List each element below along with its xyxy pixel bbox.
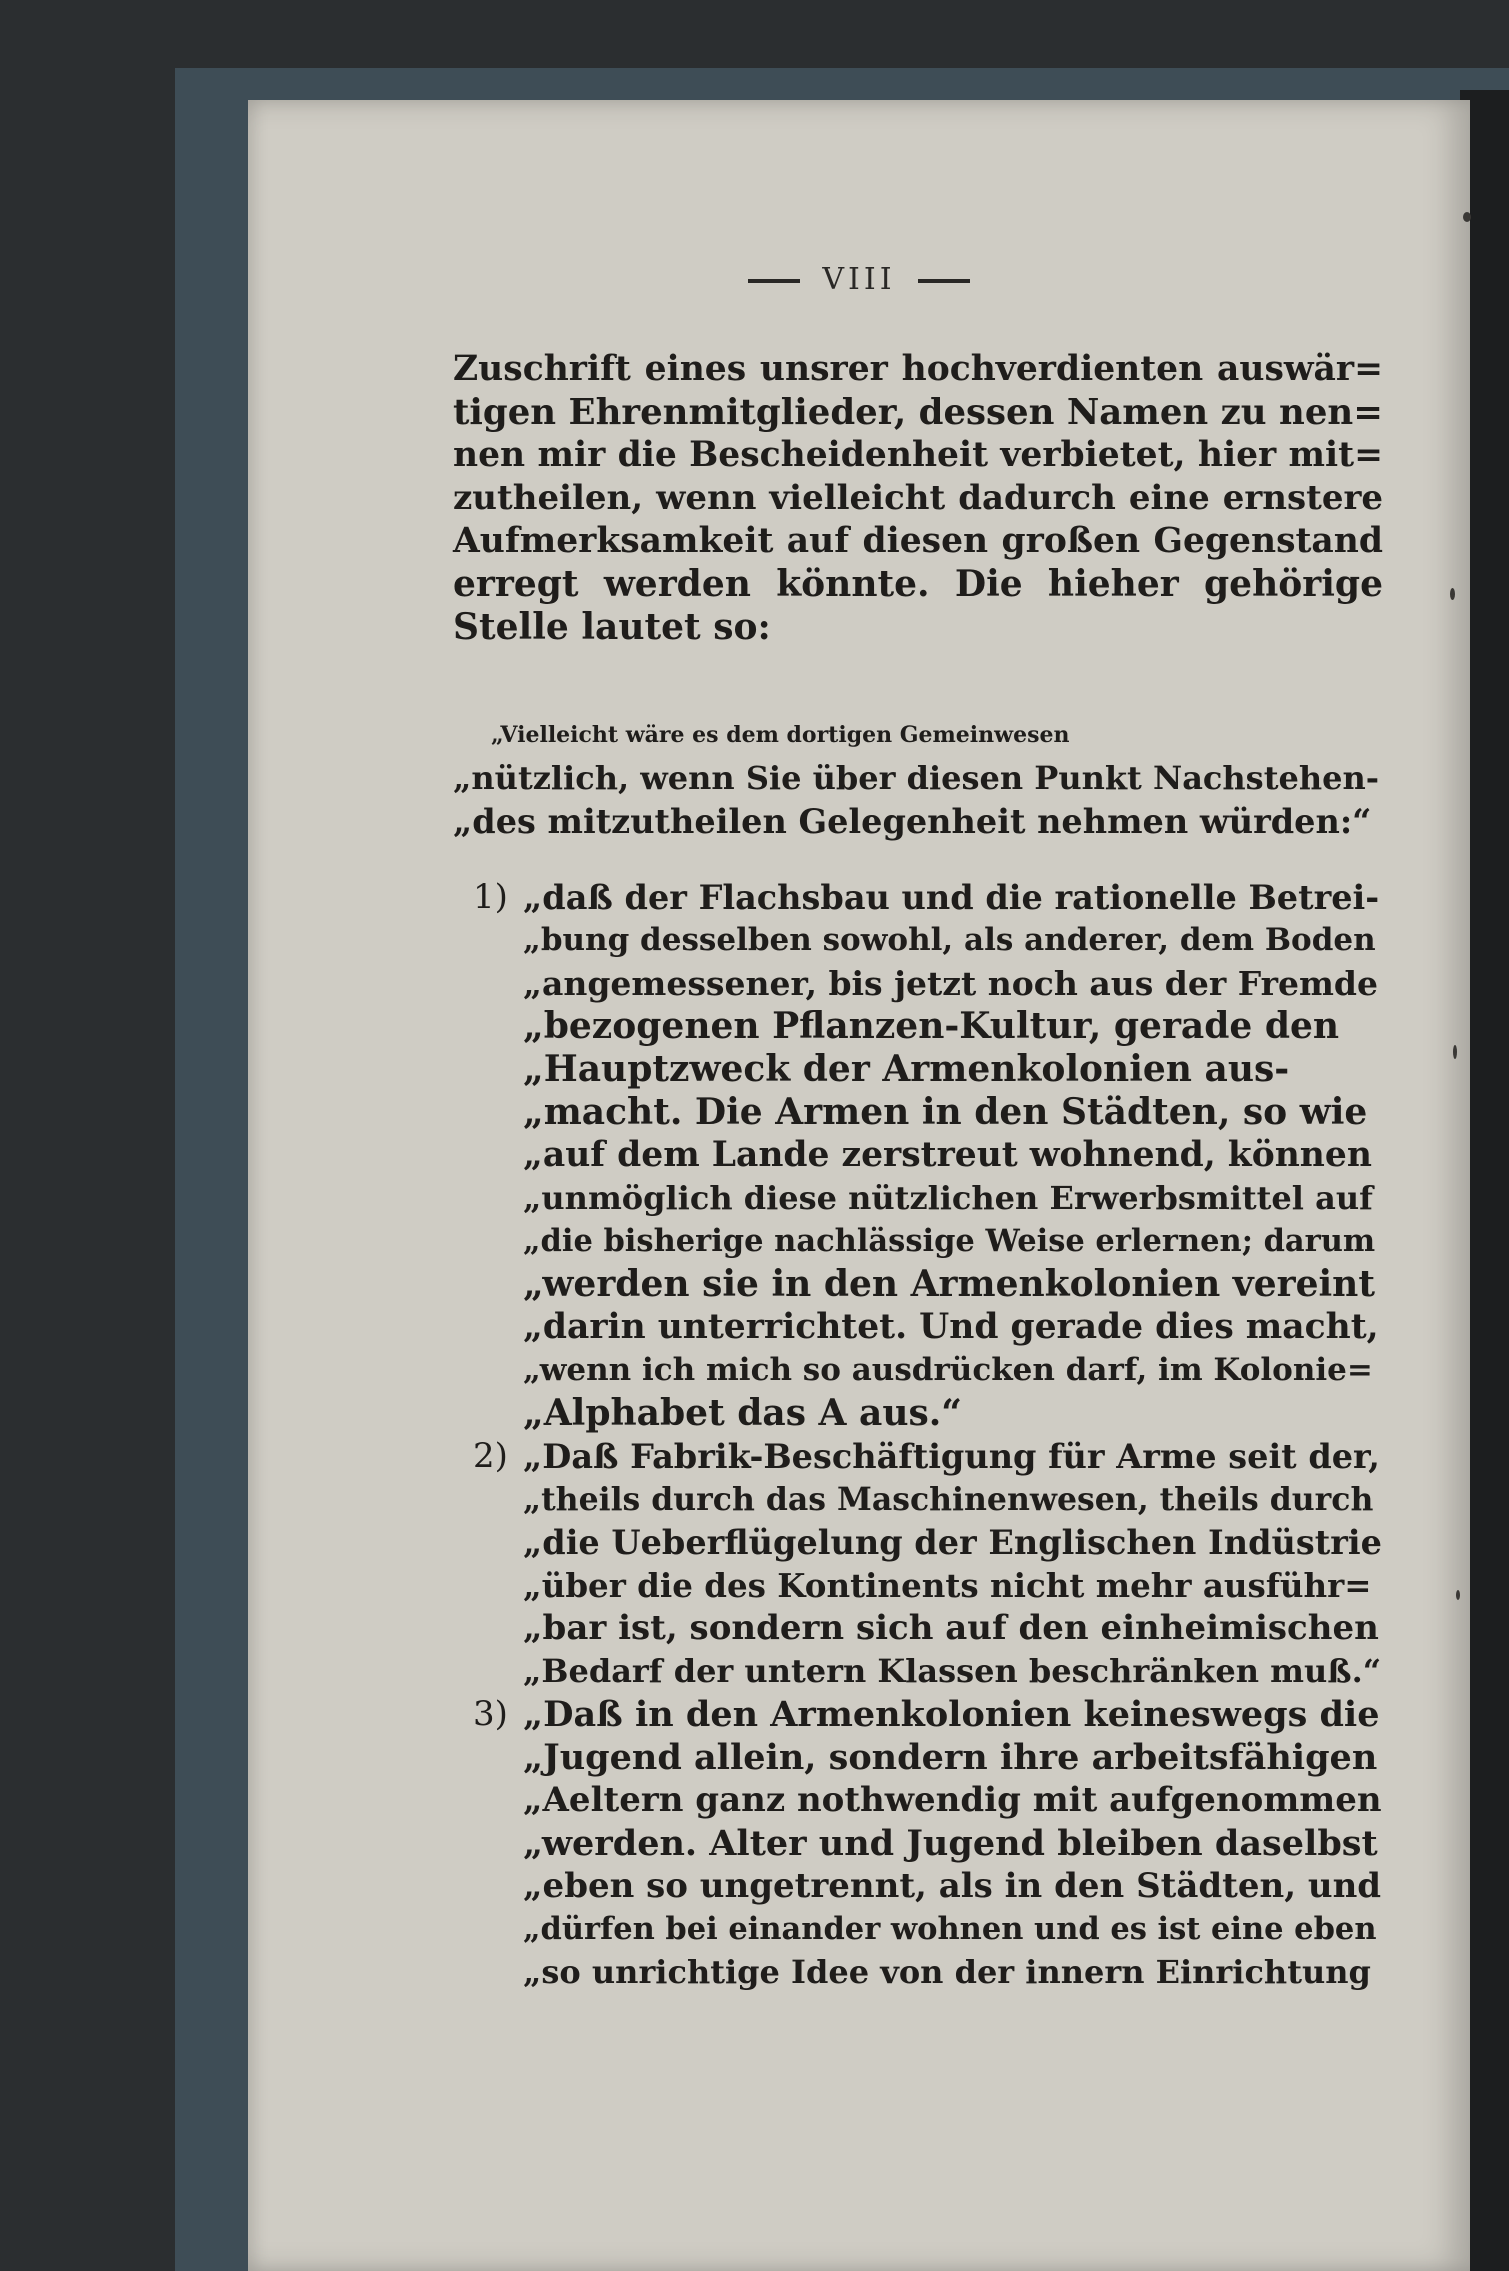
book-page bbox=[248, 100, 1470, 2271]
header-dash-right bbox=[918, 279, 970, 283]
text-line: „macht. Die Armen in den Städten, so wie bbox=[523, 1091, 1368, 1133]
text-line: „auf dem Lande zerstreut wohnend, können bbox=[523, 1135, 1372, 1175]
text-line: „die Ueberflügelung der Englischen Indüstrie bbox=[523, 1523, 1382, 1562]
text-line: „Hauptzweck der Armenkolonien aus- bbox=[523, 1048, 1290, 1090]
quote-paragraph bbox=[453, 714, 1383, 843]
text-line: „unmöglich diese nützlichen Erwerbsmittel auf bbox=[523, 1179, 1373, 1217]
text-line: „darin unterrichtet. Und gerade dies macht, bbox=[523, 1307, 1379, 1347]
text-line: „Daß Fabrik-Beschäftigung für Arme seit der, bbox=[523, 1437, 1380, 1476]
text-line: „des mitzutheilen Gelegenheit nehmen würden:“ bbox=[453, 802, 1372, 841]
page-header bbox=[248, 262, 1470, 297]
item-number: 1) bbox=[473, 877, 508, 917]
item-number: 3) bbox=[473, 1694, 508, 1734]
text-line: „Alphabet das A aus.“ bbox=[523, 1392, 962, 1434]
text-line: „Jugend allein, sondern ihre arbeitsfähigen bbox=[523, 1737, 1378, 1778]
text-line: „Vielleicht wäre es dem dortigen Gemeinwesen bbox=[491, 722, 1070, 748]
text-line: „über die des Kontinents nicht mehr ausführ= bbox=[523, 1566, 1372, 1605]
list-item bbox=[453, 1693, 1383, 1994]
numbered-list bbox=[453, 876, 1383, 1994]
text-line: tigen Ehrenmitglieder, dessen Namen zu nen= bbox=[453, 392, 1383, 433]
text-line: „bar ist, sondern sich auf den einheimischen bbox=[523, 1608, 1379, 1648]
ink-spot bbox=[1450, 588, 1455, 600]
page-number: VIII bbox=[822, 262, 896, 297]
text-line: nen mir die Bescheidenheit verbietet, hier mit= bbox=[453, 435, 1383, 475]
header-dash-left bbox=[748, 279, 800, 283]
text-line: zutheilen, wenn vielleicht dadurch eine ernstere bbox=[453, 478, 1383, 518]
list-item bbox=[453, 1435, 1383, 1693]
text-line: „dürfen bei einander wohnen und es ist eine eben bbox=[523, 1911, 1377, 1947]
intro-paragraph bbox=[453, 348, 1383, 649]
text-line: Stelle lautet so: bbox=[453, 606, 771, 648]
ink-spot bbox=[1453, 1045, 1457, 1059]
text-line: „werden. Alter und Jugend bleiben daselbst bbox=[523, 1823, 1378, 1864]
text-line: „eben so ungetrennt, als in den Städten, und bbox=[523, 1866, 1382, 1906]
list-item bbox=[453, 876, 1383, 1435]
text-line: „angemessener, bis jetzt noch aus der Fremde bbox=[523, 964, 1378, 1003]
text-line: „bung desselben sowohl, als anderer, dem Boden bbox=[523, 922, 1376, 958]
text-line: „die bisherige nachlässige Weise erlernen; darum bbox=[523, 1223, 1376, 1259]
ink-spot bbox=[1463, 212, 1471, 222]
text-line: „bezogenen Pflanzen-Kultur, gerade den bbox=[523, 1005, 1340, 1047]
text-line: „wenn ich mich so ausdrücken darf, im Kolonie= bbox=[523, 1352, 1373, 1388]
text-line: Aufmerksamkeit auf diesen großen Gegenstand bbox=[453, 521, 1383, 561]
ink-spot bbox=[1456, 1590, 1460, 1600]
text-line: „Aeltern ganz nothwendig mit aufgenommen bbox=[523, 1780, 1382, 1820]
text-line: „Bedarf der untern Klassen beschränken muß.“ bbox=[523, 1652, 1382, 1690]
text-line: „werden sie in den Armenkolonien vereint bbox=[523, 1263, 1375, 1305]
text-line: „daß der Flachsbau und die rationelle Betrei- bbox=[523, 878, 1380, 917]
text-line: „nützlich, wenn Sie über diesen Punkt Nachstehen- bbox=[453, 759, 1379, 797]
text-line: „Daß in den Armenkolonien keineswegs die bbox=[523, 1694, 1380, 1735]
text-line: „theils durch das Maschinenwesen, theils durch bbox=[523, 1481, 1374, 1518]
item-number: 2) bbox=[473, 1436, 508, 1476]
text-line: „so unrichtige Idee von der innern Einrichtung bbox=[523, 1953, 1371, 1991]
text-line: Zuschrift eines unsrer hochverdienten auswär= bbox=[453, 349, 1383, 389]
text-line: erregt werden könnte. Die hieher gehörige bbox=[453, 563, 1383, 605]
